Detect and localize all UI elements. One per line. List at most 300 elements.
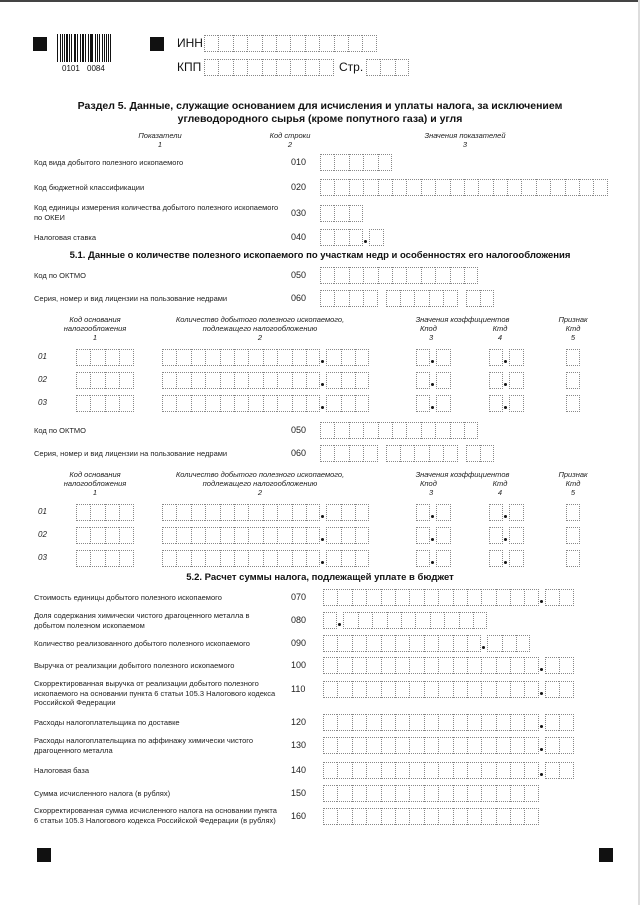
input-cell[interactable]: [76, 395, 90, 412]
quantity-group[interactable]: [326, 395, 369, 412]
field-100[interactable]: [323, 657, 574, 674]
input-cell[interactable]: [234, 504, 248, 521]
input-cell[interactable]: [349, 205, 363, 222]
input-cell[interactable]: [341, 527, 355, 544]
page-group[interactable]: [366, 59, 409, 76]
input-cell[interactable]: [334, 35, 348, 52]
input-cell[interactable]: [409, 657, 423, 674]
quantity-group[interactable]: [162, 349, 320, 366]
input-cell[interactable]: [464, 267, 478, 284]
input-cell[interactable]: [435, 422, 449, 439]
input-cell[interactable]: [524, 714, 538, 731]
input-cell[interactable]: [105, 372, 119, 389]
input-cell[interactable]: [204, 35, 218, 52]
input-cell[interactable]: [337, 808, 351, 825]
input-cell[interactable]: [263, 395, 277, 412]
input-cell[interactable]: [343, 612, 357, 629]
input-cell[interactable]: [119, 504, 133, 521]
input-cell[interactable]: [323, 785, 337, 802]
input-cell[interactable]: [119, 395, 133, 412]
ktd-flag-field[interactable]: [566, 504, 580, 521]
input-cell[interactable]: [438, 762, 452, 779]
input-cell[interactable]: [416, 550, 430, 567]
input-cell[interactable]: [409, 737, 423, 754]
input-cell[interactable]: [395, 657, 409, 674]
ktd-flag-field[interactable]: [566, 395, 580, 412]
input-cell[interactable]: [162, 504, 176, 521]
input-cell[interactable]: [489, 527, 503, 544]
tax-basis-code-group[interactable]: [76, 527, 134, 544]
input-cell[interactable]: [191, 550, 205, 567]
inn-field[interactable]: [204, 35, 377, 52]
input-cell[interactable]: [467, 737, 481, 754]
input-cell[interactable]: [191, 395, 205, 412]
input-cell[interactable]: [76, 372, 90, 389]
input-cell[interactable]: [489, 550, 503, 567]
input-cell[interactable]: [341, 372, 355, 389]
input-cell[interactable]: [524, 808, 538, 825]
input-cell[interactable]: [510, 657, 524, 674]
input-cell[interactable]: [119, 527, 133, 544]
input-cell[interactable]: [306, 395, 320, 412]
input-cell[interactable]: [233, 35, 247, 52]
input-cell[interactable]: [323, 612, 337, 629]
input-cell[interactable]: [496, 657, 510, 674]
input-cell[interactable]: [218, 35, 232, 52]
input-cell[interactable]: [395, 808, 409, 825]
license-group[interactable]: [466, 290, 495, 307]
field-130-group[interactable]: [545, 737, 574, 754]
kpod-group[interactable]: [416, 527, 430, 544]
ktd-group[interactable]: [489, 349, 503, 366]
input-cell[interactable]: [436, 504, 450, 521]
ktd-flag-group[interactable]: [566, 395, 580, 412]
input-cell[interactable]: [355, 550, 369, 567]
input-cell[interactable]: [416, 504, 430, 521]
input-cell[interactable]: [276, 35, 290, 52]
kpod-group[interactable]: [436, 349, 450, 366]
input-cell[interactable]: [559, 762, 573, 779]
input-cell[interactable]: [481, 589, 495, 606]
input-cell[interactable]: [489, 349, 503, 366]
input-cell[interactable]: [341, 349, 355, 366]
ktd-field[interactable]: [489, 527, 524, 544]
input-cell[interactable]: [436, 349, 450, 366]
input-cell[interactable]: [444, 612, 458, 629]
input-cell[interactable]: [507, 179, 521, 196]
input-cell[interactable]: [480, 445, 494, 462]
input-cell[interactable]: [162, 395, 176, 412]
input-cell[interactable]: [320, 154, 334, 171]
input-cell[interactable]: [467, 785, 481, 802]
input-cell[interactable]: [424, 589, 438, 606]
input-cell[interactable]: [453, 714, 467, 731]
input-cell[interactable]: [355, 349, 369, 366]
input-cell[interactable]: [545, 657, 559, 674]
field-080-group[interactable]: [323, 612, 337, 629]
input-cell[interactable]: [421, 422, 435, 439]
input-cell[interactable]: [277, 372, 291, 389]
input-cell[interactable]: [218, 59, 232, 76]
input-cell[interactable]: [277, 349, 291, 366]
input-cell[interactable]: [453, 589, 467, 606]
input-cell[interactable]: [337, 714, 351, 731]
input-cell[interactable]: [467, 808, 481, 825]
input-cell[interactable]: [306, 527, 320, 544]
input-cell[interactable]: [443, 290, 457, 307]
input-cell[interactable]: [358, 612, 372, 629]
input-cell[interactable]: [262, 59, 276, 76]
input-cell[interactable]: [566, 504, 580, 521]
input-cell[interactable]: [337, 657, 351, 674]
input-cell[interactable]: [438, 589, 452, 606]
input-cell[interactable]: [481, 762, 495, 779]
input-cell[interactable]: [386, 290, 400, 307]
input-cell[interactable]: [366, 714, 380, 731]
input-cell[interactable]: [489, 395, 503, 412]
input-cell[interactable]: [247, 59, 261, 76]
input-cell[interactable]: [478, 179, 492, 196]
input-cell[interactable]: [305, 35, 319, 52]
input-cell[interactable]: [362, 35, 376, 52]
input-cell[interactable]: [349, 267, 363, 284]
ktd-flag-field[interactable]: [566, 349, 580, 366]
input-cell[interactable]: [381, 714, 395, 731]
license-field[interactable]: [320, 290, 494, 307]
input-cell[interactable]: [416, 527, 430, 544]
input-cell[interactable]: [176, 504, 190, 521]
field-040[interactable]: [320, 229, 384, 246]
input-cell[interactable]: [337, 762, 351, 779]
input-cell[interactable]: [306, 349, 320, 366]
ktd-group[interactable]: [509, 504, 523, 521]
quantity-field[interactable]: [162, 395, 369, 412]
input-cell[interactable]: [414, 290, 428, 307]
license-group[interactable]: [466, 445, 495, 462]
input-cell[interactable]: [306, 504, 320, 521]
input-cell[interactable]: [263, 550, 277, 567]
input-cell[interactable]: [90, 504, 104, 521]
input-cell[interactable]: [450, 267, 464, 284]
input-cell[interactable]: [453, 737, 467, 754]
input-cell[interactable]: [566, 527, 580, 544]
input-cell[interactable]: [450, 422, 464, 439]
input-cell[interactable]: [509, 527, 523, 544]
field-040-group[interactable]: [320, 229, 363, 246]
quantity-group[interactable]: [162, 504, 320, 521]
field-070-group[interactable]: [323, 589, 539, 606]
input-cell[interactable]: [378, 422, 392, 439]
license-field[interactable]: [320, 445, 494, 462]
field-030[interactable]: [320, 205, 363, 222]
input-cell[interactable]: [341, 395, 355, 412]
quantity-field[interactable]: [162, 550, 369, 567]
input-cell[interactable]: [510, 714, 524, 731]
input-cell[interactable]: [481, 808, 495, 825]
input-cell[interactable]: [387, 612, 401, 629]
input-cell[interactable]: [409, 785, 423, 802]
input-cell[interactable]: [424, 714, 438, 731]
input-cell[interactable]: [248, 372, 262, 389]
input-cell[interactable]: [323, 714, 337, 731]
input-cell[interactable]: [521, 179, 535, 196]
input-cell[interactable]: [352, 681, 366, 698]
field-110-group[interactable]: [323, 681, 539, 698]
input-cell[interactable]: [524, 762, 538, 779]
input-cell[interactable]: [191, 527, 205, 544]
quantity-field[interactable]: [162, 504, 369, 521]
input-cell[interactable]: [205, 504, 219, 521]
input-cell[interactable]: [363, 422, 377, 439]
ktd-flag-field[interactable]: [566, 550, 580, 567]
input-cell[interactable]: [415, 612, 429, 629]
quantity-group[interactable]: [326, 372, 369, 389]
input-cell[interactable]: [334, 290, 348, 307]
input-cell[interactable]: [90, 550, 104, 567]
input-cell[interactable]: [509, 372, 523, 389]
input-cell[interactable]: [337, 681, 351, 698]
input-cell[interactable]: [509, 550, 523, 567]
input-cell[interactable]: [481, 714, 495, 731]
input-cell[interactable]: [276, 59, 290, 76]
input-cell[interactable]: [162, 527, 176, 544]
input-cell[interactable]: [443, 445, 457, 462]
input-cell[interactable]: [510, 589, 524, 606]
input-cell[interactable]: [105, 349, 119, 366]
input-cell[interactable]: [421, 179, 435, 196]
input-cell[interactable]: [323, 762, 337, 779]
kpod-field[interactable]: [416, 504, 451, 521]
input-cell[interactable]: [176, 372, 190, 389]
input-cell[interactable]: [536, 179, 550, 196]
quantity-group[interactable]: [326, 504, 369, 521]
input-cell[interactable]: [424, 635, 438, 652]
input-cell[interactable]: [424, 681, 438, 698]
input-cell[interactable]: [366, 762, 380, 779]
input-cell[interactable]: [395, 785, 409, 802]
input-cell[interactable]: [406, 422, 420, 439]
input-cell[interactable]: [352, 589, 366, 606]
input-cell[interactable]: [348, 35, 362, 52]
input-cell[interactable]: [191, 504, 205, 521]
input-cell[interactable]: [438, 737, 452, 754]
input-cell[interactable]: [233, 59, 247, 76]
input-cell[interactable]: [76, 550, 90, 567]
input-cell[interactable]: [453, 762, 467, 779]
input-cell[interactable]: [467, 714, 481, 731]
field-010[interactable]: [320, 154, 392, 171]
input-cell[interactable]: [323, 657, 337, 674]
ktd-group[interactable]: [509, 395, 523, 412]
ktd-flag-field[interactable]: [566, 527, 580, 544]
field-080[interactable]: [323, 612, 487, 629]
input-cell[interactable]: [424, 762, 438, 779]
kpod-group[interactable]: [436, 550, 450, 567]
input-cell[interactable]: [349, 154, 363, 171]
ktd-flag-group[interactable]: [566, 372, 580, 389]
ktd-group[interactable]: [489, 395, 503, 412]
input-cell[interactable]: [334, 229, 348, 246]
input-cell[interactable]: [355, 372, 369, 389]
input-cell[interactable]: [220, 550, 234, 567]
input-cell[interactable]: [559, 681, 573, 698]
input-cell[interactable]: [323, 635, 337, 652]
field-110-group[interactable]: [545, 681, 574, 698]
input-cell[interactable]: [292, 349, 306, 366]
field-120-group[interactable]: [545, 714, 574, 731]
input-cell[interactable]: [510, 808, 524, 825]
input-cell[interactable]: [277, 527, 291, 544]
page-number-field[interactable]: [366, 59, 409, 76]
input-cell[interactable]: [395, 681, 409, 698]
input-cell[interactable]: [352, 635, 366, 652]
input-cell[interactable]: [366, 681, 380, 698]
input-cell[interactable]: [481, 785, 495, 802]
input-cell[interactable]: [352, 737, 366, 754]
input-cell[interactable]: [292, 550, 306, 567]
input-cell[interactable]: [277, 550, 291, 567]
input-cell[interactable]: [349, 179, 363, 196]
input-cell[interactable]: [119, 349, 133, 366]
input-cell[interactable]: [381, 808, 395, 825]
input-cell[interactable]: [559, 737, 573, 754]
input-cell[interactable]: [247, 35, 261, 52]
input-cell[interactable]: [162, 372, 176, 389]
input-cell[interactable]: [105, 527, 119, 544]
input-cell[interactable]: [559, 589, 573, 606]
input-cell[interactable]: [191, 349, 205, 366]
ktd-field[interactable]: [489, 372, 524, 389]
field-080-group[interactable]: [343, 612, 487, 629]
tax-basis-code-field[interactable]: [76, 527, 134, 544]
input-cell[interactable]: [381, 635, 395, 652]
field-140-group[interactable]: [323, 762, 539, 779]
tax-basis-code-group[interactable]: [76, 550, 134, 567]
input-cell[interactable]: [363, 154, 377, 171]
input-cell[interactable]: [176, 527, 190, 544]
input-cell[interactable]: [453, 635, 467, 652]
input-cell[interactable]: [306, 550, 320, 567]
input-cell[interactable]: [234, 527, 248, 544]
input-cell[interactable]: [306, 372, 320, 389]
input-cell[interactable]: [337, 589, 351, 606]
field-140[interactable]: [323, 762, 574, 779]
input-cell[interactable]: [90, 527, 104, 544]
input-cell[interactable]: [320, 205, 334, 222]
license-group[interactable]: [386, 445, 458, 462]
ktd-flag-group[interactable]: [566, 349, 580, 366]
ktd-group[interactable]: [489, 550, 503, 567]
input-cell[interactable]: [395, 635, 409, 652]
input-cell[interactable]: [105, 504, 119, 521]
input-cell[interactable]: [481, 737, 495, 754]
input-cell[interactable]: [436, 372, 450, 389]
input-cell[interactable]: [162, 550, 176, 567]
input-cell[interactable]: [326, 504, 340, 521]
input-cell[interactable]: [436, 550, 450, 567]
input-cell[interactable]: [424, 785, 438, 802]
quantity-field[interactable]: [162, 372, 369, 389]
input-cell[interactable]: [409, 762, 423, 779]
oktmo-field[interactable]: [320, 267, 478, 284]
input-cell[interactable]: [204, 59, 218, 76]
oktmo-field[interactable]: [320, 422, 478, 439]
ktd-field[interactable]: [489, 395, 524, 412]
input-cell[interactable]: [392, 267, 406, 284]
tax-basis-code-field[interactable]: [76, 395, 134, 412]
field-020-group[interactable]: [320, 179, 608, 196]
input-cell[interactable]: [401, 612, 415, 629]
quantity-group[interactable]: [162, 372, 320, 389]
input-cell[interactable]: [326, 550, 340, 567]
input-cell[interactable]: [473, 612, 487, 629]
field-090[interactable]: [323, 635, 530, 652]
input-cell[interactable]: [467, 762, 481, 779]
input-cell[interactable]: [545, 714, 559, 731]
input-cell[interactable]: [363, 290, 377, 307]
ktd-flag-field[interactable]: [566, 372, 580, 389]
input-cell[interactable]: [248, 527, 262, 544]
input-cell[interactable]: [466, 445, 480, 462]
kpp-group[interactable]: [204, 59, 334, 76]
input-cell[interactable]: [366, 59, 380, 76]
input-cell[interactable]: [205, 372, 219, 389]
ktd-group[interactable]: [489, 504, 503, 521]
input-cell[interactable]: [381, 681, 395, 698]
ktd-flag-group[interactable]: [566, 527, 580, 544]
input-cell[interactable]: [409, 714, 423, 731]
input-cell[interactable]: [438, 785, 452, 802]
ktd-group[interactable]: [509, 550, 523, 567]
input-cell[interactable]: [509, 395, 523, 412]
input-cell[interactable]: [326, 527, 340, 544]
field-010-group[interactable]: [320, 154, 392, 171]
quantity-group[interactable]: [162, 395, 320, 412]
input-cell[interactable]: [566, 550, 580, 567]
input-cell[interactable]: [429, 290, 443, 307]
input-cell[interactable]: [545, 681, 559, 698]
tax-basis-code-field[interactable]: [76, 504, 134, 521]
input-cell[interactable]: [409, 589, 423, 606]
input-cell[interactable]: [162, 349, 176, 366]
input-cell[interactable]: [438, 714, 452, 731]
input-cell[interactable]: [400, 445, 414, 462]
input-cell[interactable]: [467, 657, 481, 674]
license-group[interactable]: [320, 290, 378, 307]
input-cell[interactable]: [292, 372, 306, 389]
input-cell[interactable]: [334, 205, 348, 222]
input-cell[interactable]: [493, 179, 507, 196]
input-cell[interactable]: [349, 290, 363, 307]
input-cell[interactable]: [76, 527, 90, 544]
input-cell[interactable]: [248, 395, 262, 412]
input-cell[interactable]: [220, 372, 234, 389]
input-cell[interactable]: [277, 504, 291, 521]
input-cell[interactable]: [292, 504, 306, 521]
input-cell[interactable]: [480, 290, 494, 307]
quantity-group[interactable]: [162, 550, 320, 567]
input-cell[interactable]: [334, 445, 348, 462]
input-cell[interactable]: [105, 395, 119, 412]
input-cell[interactable]: [290, 35, 304, 52]
input-cell[interactable]: [481, 657, 495, 674]
field-130[interactable]: [323, 737, 574, 754]
input-cell[interactable]: [341, 504, 355, 521]
input-cell[interactable]: [292, 527, 306, 544]
input-cell[interactable]: [481, 681, 495, 698]
field-100-group[interactable]: [323, 657, 539, 674]
input-cell[interactable]: [363, 179, 377, 196]
